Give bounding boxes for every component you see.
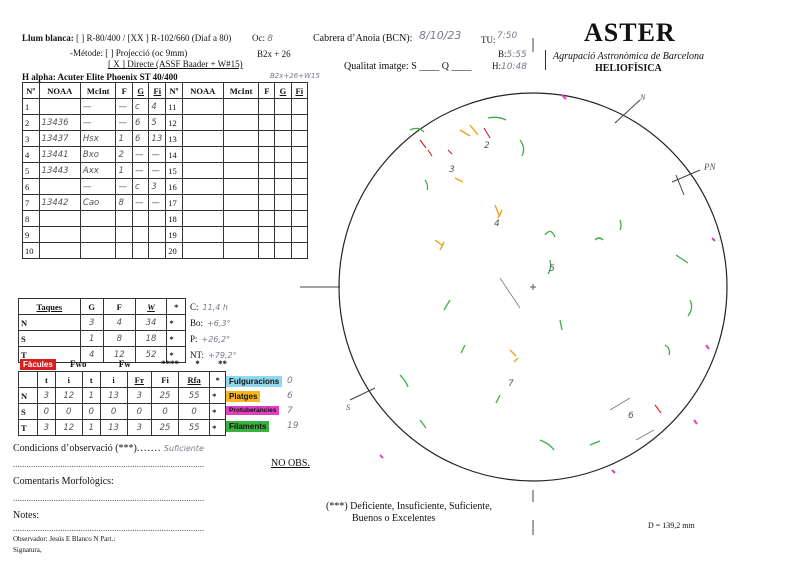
regions-cell: 4	[149, 99, 166, 115]
regions-cell: —	[132, 147, 148, 163]
activity-cell: 1	[82, 420, 100, 436]
dots-1: .....................................................................................	[13, 459, 205, 469]
regions-cell: 2	[116, 147, 132, 163]
sun-param-value: +26,2°	[201, 335, 231, 344]
sun-param-label: C:	[190, 302, 199, 312]
prominence	[706, 345, 709, 349]
sun-param-label: NT:	[190, 350, 205, 360]
regions-cell: Cao	[80, 195, 116, 211]
fw-label: Fw	[118, 359, 131, 369]
regions-cell: Hsx	[80, 131, 116, 147]
plage	[435, 240, 444, 250]
regions-header-cell: G	[275, 83, 291, 99]
star-1: *	[195, 359, 200, 369]
taques-cell: *	[167, 331, 186, 347]
prominences-layer	[380, 95, 715, 473]
tu-label: TU:	[481, 35, 496, 45]
sun-param-value: 11,4 h	[202, 303, 228, 312]
activity-cell: 0	[127, 404, 152, 420]
taques-cell: *	[167, 347, 186, 363]
regions-cell: —	[149, 147, 166, 163]
llum-options: [ ] R-80/400 / [XX ] R-102/660 (Diaf a 80)	[76, 33, 232, 43]
observation-date: 8/10/23	[419, 29, 462, 42]
s-ecl-label: S	[346, 403, 350, 412]
activity-cell: 0	[38, 404, 56, 420]
regions-cell: 9	[23, 227, 40, 243]
pn-label: PN	[704, 162, 716, 172]
legend-value: 7	[287, 406, 293, 416]
filament	[688, 300, 692, 316]
regions-cell: 16	[166, 179, 183, 195]
regions-cell: —	[132, 195, 148, 211]
regions-cell: 5	[23, 163, 40, 179]
oc-value: 8	[267, 34, 273, 44]
regions-header-cell: Nº	[166, 83, 183, 99]
regions-cell: 13	[166, 131, 183, 147]
activity-cell: *	[210, 420, 226, 436]
signatura-line: Signatura,	[13, 546, 42, 554]
filament	[590, 441, 600, 445]
sun-param-label: P:	[190, 334, 198, 344]
region-2-label: 2	[484, 141, 490, 151]
region-3-label: 3	[449, 165, 455, 175]
deficiente-note: (***) Deficiente, Insuficiente, Suficiente,	[326, 501, 493, 512]
taques-cell: 1	[80, 331, 103, 347]
taques-header-cell: *	[167, 299, 186, 315]
dots-3: .....................................................................................	[13, 523, 205, 533]
regions-cell: 10	[23, 243, 40, 259]
regions-cell: Axx	[80, 163, 116, 179]
filament	[444, 300, 450, 310]
filament	[676, 255, 688, 263]
activity-cell: 13	[100, 420, 127, 436]
regions-cell: 2	[23, 115, 40, 131]
b-value: 5:55	[506, 50, 527, 60]
legend-label: Platges	[229, 392, 258, 401]
plages-layer	[435, 125, 518, 362]
brand-title: ASTER	[584, 18, 676, 47]
facules-badge: Fàcules	[20, 359, 56, 370]
regions-header-cell: Nº	[23, 83, 40, 99]
regions-header-cell: F	[259, 83, 275, 99]
regions-cell: 4	[23, 147, 40, 163]
regions-cell: —	[116, 99, 132, 115]
sunspots-layer	[420, 128, 661, 413]
regions-cell: 12	[166, 115, 183, 131]
activity-cell: *	[210, 404, 226, 420]
filament	[420, 420, 426, 428]
taques-cell: 4	[103, 315, 135, 331]
regions-header-cell: NOAA	[182, 83, 223, 99]
activity-header-cell: Fi	[152, 372, 179, 388]
taques-cell: 52	[135, 347, 167, 363]
regions-cell: 8	[116, 195, 132, 211]
activity-cell: 12	[55, 420, 82, 436]
regions-cell: 13436	[39, 115, 80, 131]
directe-line: [ X ] Directe (ASSF Baader + W#15)	[108, 59, 243, 69]
regions-cell: 13443	[39, 163, 80, 179]
prominence	[694, 420, 697, 424]
region-labels	[449, 141, 634, 421]
legend-label: Protuberàncies	[229, 407, 277, 414]
spot-mark	[655, 405, 661, 413]
activity-header-cell: Rfa	[179, 372, 210, 388]
sun-param-value: +79,2°	[208, 351, 237, 360]
regions-cell: 20	[166, 243, 183, 259]
legend-value: 0	[287, 376, 293, 386]
regions-cell: —	[116, 179, 132, 195]
filament	[620, 220, 621, 230]
regions-cell: —	[80, 99, 116, 115]
activity-header-cell: i	[100, 372, 127, 388]
region-5-label: 5	[549, 264, 555, 274]
qualitat-line: Qualitat imatge: S ____ Q ____	[344, 61, 472, 72]
plage	[495, 205, 502, 218]
activity-cell: 3	[127, 388, 152, 404]
spot-mark	[448, 150, 452, 154]
filaments-layer	[400, 117, 692, 450]
cabrera-label: Cabrera d’Anoia (BCN):	[313, 33, 413, 44]
filament	[425, 180, 428, 190]
activity-cell: 0	[82, 404, 100, 420]
prominence	[380, 455, 383, 458]
buenos-note: Buenos o Excelentes	[352, 513, 436, 524]
h-value: 10:48	[501, 62, 527, 72]
activity-cell: 3	[127, 420, 152, 436]
regions-header-cell: Fi	[291, 83, 307, 99]
regions-cell: 3	[149, 179, 166, 195]
filament	[400, 375, 408, 387]
activity-cell: 3	[38, 420, 56, 436]
regions-cell: 8	[23, 211, 40, 227]
b-label: B:	[498, 49, 507, 59]
sun-param-label: Bo:	[190, 318, 204, 328]
comentaris-label: Comentaris Morfològics:	[13, 476, 114, 487]
plage	[460, 125, 478, 136]
filament	[488, 117, 506, 120]
activity-header-cell: *	[210, 372, 226, 388]
activity-cell: 25	[152, 420, 179, 436]
legend-value: 19	[287, 421, 299, 431]
regions-cell: c	[132, 179, 148, 195]
activity-cell: 13	[100, 388, 127, 404]
activity-header-cell: t	[82, 372, 100, 388]
halpha-label: H alpha: Acuter Elite Phoenix ST 40/400	[22, 72, 178, 82]
condicions-value: Suficiente	[163, 444, 204, 453]
prominence	[612, 470, 615, 473]
activity-cell: S	[19, 404, 38, 420]
brand-section: HELIOFÍSICA	[595, 63, 662, 74]
legend-label: Filaments	[229, 422, 267, 431]
b2x-line: B2x + 26	[257, 49, 291, 59]
regions-cell: 1	[23, 99, 40, 115]
spot-mark	[420, 140, 432, 156]
activity-cell: 25	[152, 388, 179, 404]
pencil-arrow	[610, 398, 630, 410]
plage	[455, 178, 463, 182]
taques-header-cell: Taques	[19, 299, 81, 315]
n-ecl-mark	[615, 100, 640, 123]
taques-header-cell: F	[103, 299, 135, 315]
star-2: **	[218, 359, 228, 369]
taques-cell: 34	[135, 315, 167, 331]
pn-cross	[676, 175, 684, 195]
dots-2: .....................................................................................	[13, 493, 205, 503]
taques-header-cell: W	[135, 299, 167, 315]
regions-cell: 13437	[39, 131, 80, 147]
notes-label: Notes:	[13, 510, 40, 521]
sun-param-value: +6,3°	[207, 319, 231, 328]
taques-cell: 3	[80, 315, 103, 331]
filament	[545, 231, 555, 237]
regions-header-cell: G	[132, 83, 148, 99]
observador-line: Observador: Jesús E Blanco N Part.:	[13, 535, 116, 543]
activity-cell: 0	[55, 404, 82, 420]
filament	[496, 395, 500, 403]
activity-cell: N	[19, 388, 38, 404]
activity-cell: 55	[179, 388, 210, 404]
regions-cell: 13	[149, 131, 166, 147]
activity-header-cell: i	[55, 372, 82, 388]
activity-cell: 1	[82, 388, 100, 404]
prominence	[712, 238, 715, 241]
llum-label: Llum blanca:	[22, 33, 74, 43]
activity-cell: 3	[38, 388, 56, 404]
pencil-line	[500, 278, 520, 308]
tu-value: 7:50	[497, 31, 518, 41]
filament	[461, 345, 465, 353]
regions-cell: —	[80, 115, 116, 131]
regions-cell: 6	[132, 131, 148, 147]
diameter-label: D = 139,2 mm	[648, 521, 695, 530]
regions-cell: c	[132, 99, 148, 115]
metode-line: -Métode: [ ] Projecció (oc 9mm)	[70, 48, 188, 58]
regions-cell: Bxo	[80, 147, 116, 163]
legend-label: Fulguracions	[229, 377, 280, 386]
region-4-label: 4	[494, 219, 500, 229]
region-6-label: 6	[628, 411, 634, 421]
taques-cell: 12	[103, 347, 135, 363]
condicions-line: Condicions d’observació (***)....... Suficiente	[13, 443, 204, 454]
filament	[540, 440, 554, 450]
regions-cell: 3	[23, 131, 40, 147]
filament	[520, 140, 524, 156]
n-ecl-label: N	[640, 93, 646, 102]
activity-cell: 0	[100, 404, 127, 420]
condicions-label: Condicions d’observació (***)	[13, 443, 137, 454]
taques-cell: T	[19, 347, 81, 363]
regions-cell: —	[116, 115, 132, 131]
fwo-label: Fwo	[70, 359, 87, 369]
halpha-note: B2x+26+W15	[270, 72, 320, 80]
regions-cell: 13441	[39, 147, 80, 163]
regions-cell: 13442	[39, 195, 80, 211]
activity-cell: 12	[55, 388, 82, 404]
activity-cell: 0	[152, 404, 179, 420]
activity-cell: T	[19, 420, 38, 436]
pencil-arrow	[636, 430, 654, 440]
filament	[595, 238, 603, 240]
regions-cell: 1	[116, 131, 132, 147]
regions-cell: 11	[166, 99, 183, 115]
taques-cell: N	[19, 315, 81, 331]
regions-header-cell: NOAA	[39, 83, 80, 99]
activity-cell: 55	[179, 420, 210, 436]
brand-subtitle: Agrupació Astronòmica de Barcelona	[553, 51, 704, 62]
taques-cell: 4	[80, 347, 103, 363]
regions-cell: 15	[166, 163, 183, 179]
filament	[665, 345, 670, 355]
h-label: H:	[492, 61, 501, 71]
regions-cell: 5	[149, 115, 166, 131]
regions-cell: 1	[116, 163, 132, 179]
region-7-label: 7	[508, 379, 514, 389]
taques-cell: 8	[103, 331, 135, 347]
regions-cell: 19	[166, 227, 183, 243]
spot-mark	[484, 128, 490, 138]
regions-cell: 6	[132, 115, 148, 131]
regions-cell: 18	[166, 211, 183, 227]
filament	[560, 320, 562, 330]
oc-label: Oc:	[252, 33, 265, 43]
taques-cell: S	[19, 331, 81, 347]
taques-header-cell: G	[80, 299, 103, 315]
regions-header-cell: F	[116, 83, 132, 99]
activity-header-cell: Fт	[127, 372, 152, 388]
regions-cell: —	[149, 195, 166, 211]
activity-header-cell: t	[38, 372, 56, 388]
plage	[510, 350, 518, 362]
no-obs: NO OBS.	[271, 458, 310, 469]
taques-cell: *	[167, 315, 186, 331]
regions-cell: 14	[166, 147, 183, 163]
regions-header-cell: McInt	[80, 83, 116, 99]
stars-label: ****	[161, 359, 180, 369]
regions-cell: 6	[23, 179, 40, 195]
legend-value: 6	[287, 391, 293, 401]
regions-cell: 17	[166, 195, 183, 211]
activity-cell: *	[210, 388, 226, 404]
regions-cell: —	[132, 163, 148, 179]
taques-cell: 18	[135, 331, 167, 347]
regions-cell: 7	[23, 195, 40, 211]
activity-cell: 0	[179, 404, 210, 420]
regions-header-cell: Fi	[149, 83, 166, 99]
regions-header-cell: McInt	[223, 83, 259, 99]
regions-cell: —	[149, 163, 166, 179]
regions-cell: —	[80, 179, 116, 195]
